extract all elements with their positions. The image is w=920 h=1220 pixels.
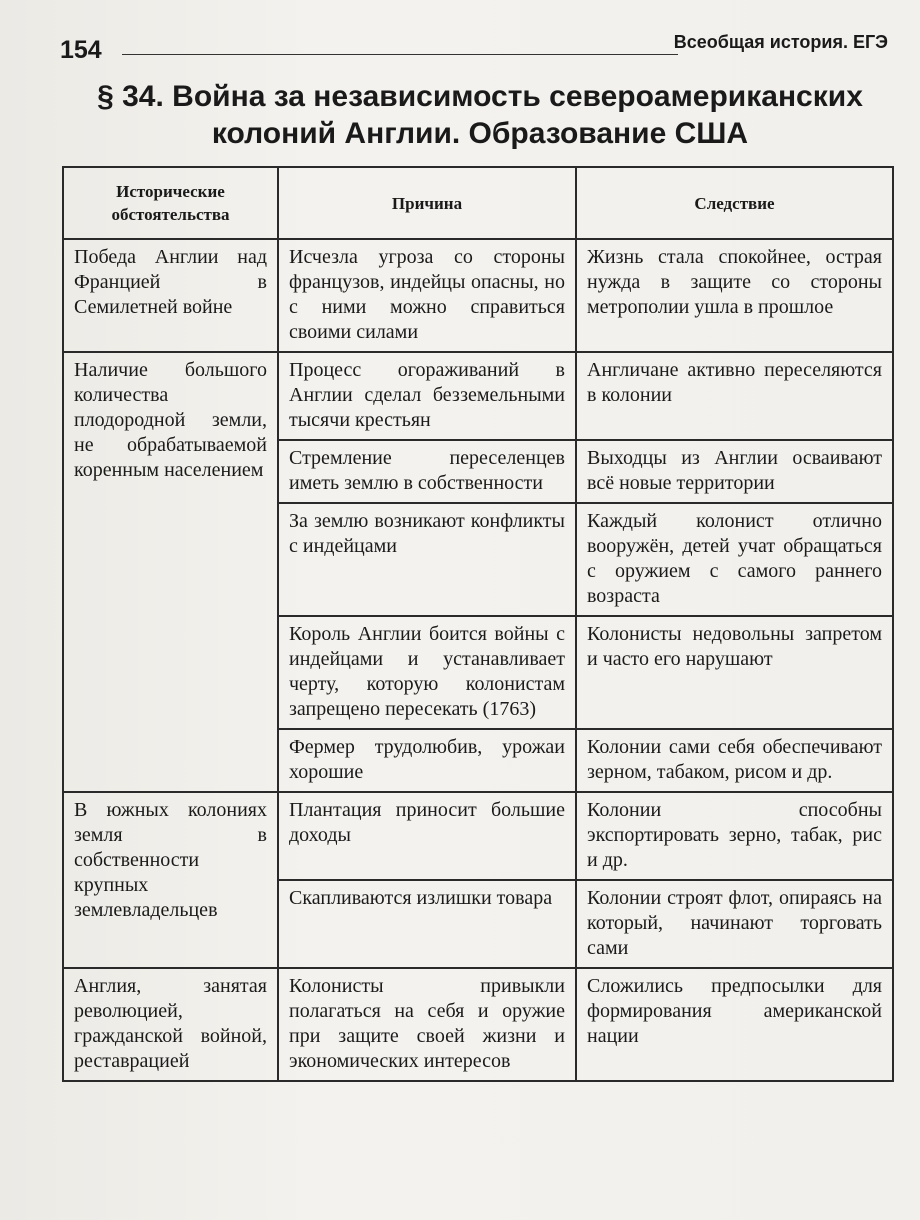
effect-cell: Колонии способны экспортировать зерно, табак, рис и др.: [576, 792, 893, 880]
page-header: [60, 28, 888, 68]
section-title: [70, 78, 890, 152]
header-cause: Причина: [278, 167, 576, 239]
table-row: [63, 968, 893, 1081]
page-number: 154: [60, 36, 102, 64]
table-row: [63, 352, 893, 440]
header-effect: Следствие: [576, 167, 893, 239]
effect-cell: Каждый колонист отлично вооружён, детей учат обращаться с оружием с самого раннего возраста: [576, 503, 893, 616]
circumstance-cell: Англия, занятая революцией, гражданской войной, реставрацией: [63, 968, 278, 1081]
circumstance-cell: В южных колониях земля в собственности крупных землевладельцев: [63, 792, 278, 968]
effect-cell: Колонии строят флот, опираясь на который, начинают торговать сами: [576, 880, 893, 968]
table-row: [63, 239, 893, 352]
cause-cell: Плантация приносит большие доходы: [278, 792, 576, 880]
cause-cell: За землю возникают конфликты с индейцами: [278, 503, 576, 616]
cause-cell: Скапливаются излишки товара: [278, 880, 576, 968]
effect-cell: Жизнь стала спокойнее, острая нужда в защите со стороны метрополии ушла в прошлое: [576, 239, 893, 352]
cause-cell: Фермер трудолюбив, урожаи хорошие: [278, 729, 576, 792]
table-header-row: [63, 167, 893, 239]
cause-cell: Стремление переселенцев иметь землю в собственности: [278, 440, 576, 503]
cause-cell: Процесс огораживаний в Англии сделал безземельными тысячи крестьян: [278, 352, 576, 440]
effect-cell: Сложились предпосылки для формирования американской нации: [576, 968, 893, 1081]
circumstance-cell: Победа Англии над Францией в Семилетней войне: [63, 239, 278, 352]
cause-cell: Колонисты привыкли полагаться на себя и оружие при защите своей жизни и экономических интересов: [278, 968, 576, 1081]
cause-cell: Король Англии боится войны с индейцами и устанавливает черту, которую колонистам запрещено пересекать (1763): [278, 616, 576, 729]
circumstance-cell: Наличие большого количества плодородной земли, не обрабатываемой коренным населением: [63, 352, 278, 792]
header-circumstances: Исторические обстоятельства: [63, 167, 278, 239]
effect-cell: Колонисты недовольны запретом и часто его нарушают: [576, 616, 893, 729]
effect-cell: Выходцы из Англии осваивают всё новые территории: [576, 440, 893, 503]
effect-cell: Колонии сами себя обеспечивают зерном, табаком, рисом и др.: [576, 729, 893, 792]
header-rule: [122, 54, 678, 55]
table-row: [63, 792, 893, 880]
cause-cell: Исчезла угроза со стороны французов, индейцы опасны, но с ними можно справиться своими силами: [278, 239, 576, 352]
causes-effects-table: [62, 166, 894, 1082]
running-title: Всеобщая история. ЕГЭ: [673, 32, 888, 52]
section-title-line-1: § 34. Война за независимость североамериканских: [97, 80, 863, 113]
effect-cell: Англичане активно переселяются в колонии: [576, 352, 893, 440]
section-title-line-2: колоний Англии. Образование США: [211, 117, 749, 150]
